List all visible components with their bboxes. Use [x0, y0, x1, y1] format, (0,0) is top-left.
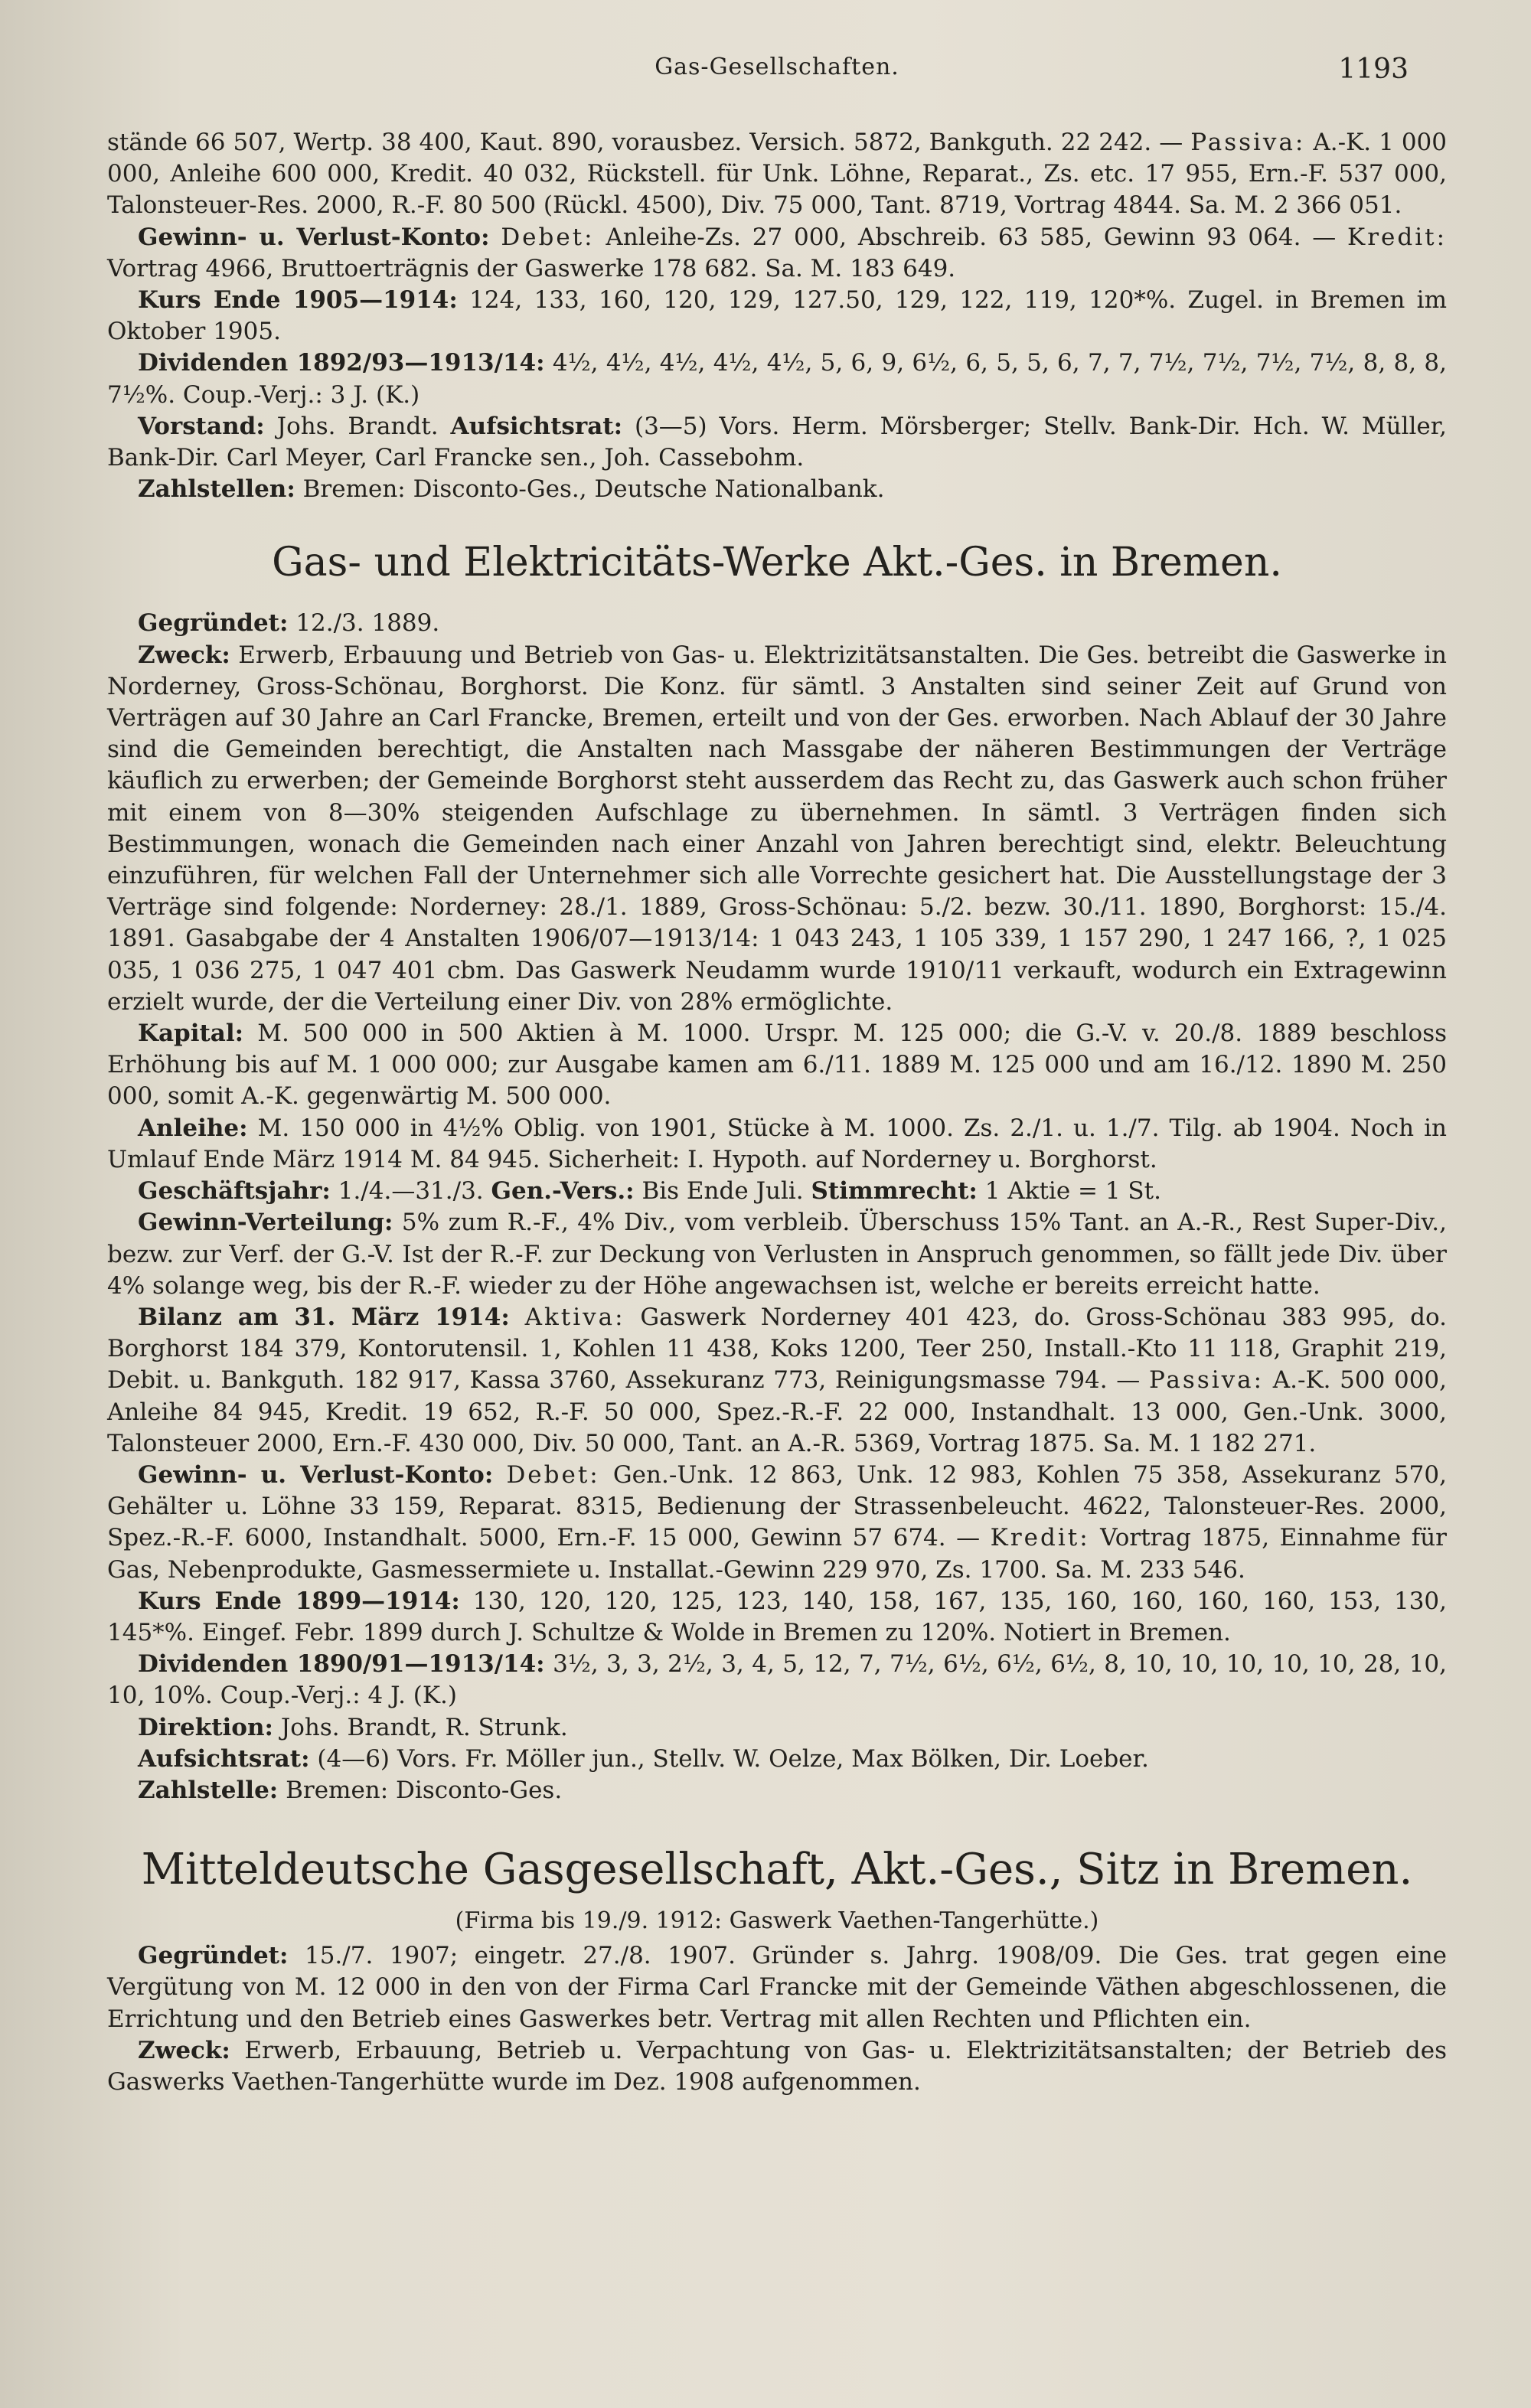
gegruendet-label: Gegründet:: [138, 609, 289, 638]
verteilung-paragraph: [107, 1207, 1447, 1302]
aufsichtsrat-label: Aufsichtsrat:: [138, 1744, 310, 1773]
gegruendet-paragraph: [107, 1940, 1447, 2035]
vorstand-text: Johs. Brandt.: [276, 412, 439, 440]
gegruendet-text: 12./3. 1889.: [295, 609, 440, 638]
zweck-text: Erwerb, Erbauung und Betrieb von Gas- u. Elektrizitätsanstalten. Die Ges. betreibt die Gaswerke in Norderney, Gross-Schönau, Borghorst. Die Konz. für sämtl. 3 Anstalten sind seiner Zeit auf Grund von Verträgen auf 30 Jahre an Carl Francke, Bremen, erteilt und von der Ges. erworben. Nach Ablauf der 30 Jahre sind die Gemeinden berechtigt, die Anstalten nach Massgabe der näheren Bestimmungen der Verträge käuflich zu erwerben; der Gemeinde Borghorst steht ausserdem das Recht zu, das Gaswerk auch schon früher mit einem von 8—30% steigenden Aufschlage zu übernehmen. In sämtl. 3 Verträgen finden sich Bestimmungen, wonach die Gemeinden nach einer Anzahl von Jahren berechtigt sind, elektr. Beleuchtung einzuführen, für welchen Fall der Unternehmer sich alle Vorrechte gesichert hat. Die Ausstellungstage der 3 Verträge sind folgende: Norderney: 28./1. 1889, Gross-Schönau: 5./2. bezw. 30./11. 1890, Borghorst: 15./4. 1891. Gasabgabe der 4 Anstalten 1906/07—1913/14: 1 043 243, 1 105 339, 1 157 290, 1 247 166, ?, 1 025 035, 1 036 275, 1 047 401 cbm. Das Gaswerk Neudamm wurde 1910/11 verkauft, wodurch ein Extragewinn erzielt wurde, der die Verteilung einer Div. von 28% ermöglichte.: [107, 641, 1447, 1016]
profit-loss-label: Gewinn- u. Verlust-Konto:: [138, 223, 490, 251]
zweck-label: Zweck:: [138, 641, 230, 669]
zahlstellen-label: Zahlstellen:: [138, 475, 295, 504]
geschaeftsjahr-paragraph: [107, 1176, 1447, 1207]
anleihe-paragraph: [107, 1113, 1447, 1176]
kurs-text: 130, 120, 120, 125, 123, 140, 158, 167, 135, 160, 160, 160, 160, 153, 130, 145*%. Eingef. Febr. 1899 durch J. Schultze & Wolde in Bremen zu 120%. Notiert in Bremen.: [107, 1587, 1447, 1646]
kurs-paragraph: [107, 1586, 1447, 1649]
kredit-label: Kredit:: [990, 1524, 1090, 1552]
zweck-text: Erwerb, Erbauung, Betrieb u. Verpachtung von Gas- u. Elektrizitätsanstalten; der Betrieb des Gaswerks Vaethen-Tangerhütte wurde im Dez. 1908 aufgenommen.: [107, 2036, 1447, 2096]
kapital-text: M. 500 000 in 500 Aktien à M. 1000. Urspr. M. 125 000; die G.-V. v. 20./8. 1889 beschloss Erhöhung bis auf M. 1 000 000; zur Ausgabe kamen am 6./11. 1889 M. 125 000 und am 16./12. 1890 M. 250 000, somit A.-K. gegenwärtig M. 500 000.: [107, 1020, 1448, 1111]
profit-loss-paragraph: [107, 222, 1447, 285]
zahlstelle-paragraph: [107, 1775, 1447, 1806]
zweck-paragraph: [107, 640, 1447, 1018]
continuation-paragraph: [107, 127, 1447, 222]
gegruendet-text: 15./7. 1907; eingetr. 27./8. 1907. Gründer s. Jahrg. 1908/09. Die Ges. trat gegen eine Vergütung von M. 12 000 in den von der Firma Carl Francke mit der Gemeinde Väthen abgeschlossenen, die Errichtung und den Betrieb eines Gaswerkes betr. Vertrag mit allen Rechten und Pflichten ein.: [107, 1942, 1448, 2033]
direktion-text: Johs. Brandt, R. Strunk.: [280, 1713, 568, 1741]
dividenden-text: 3½, 3, 3, 2½, 3, 4, 5, 12, 7, 7½, 6½, 6½, 6½, 8, 10, 10, 10, 10, 10, 28, 10, 10, 10%. Coup.-Verj.: 4 J. (K.): [107, 1650, 1447, 1710]
bilanz-label: Bilanz am 31. März 1914:: [138, 1303, 510, 1331]
aufsichtsrat-text: (3—5) Vors. Herm. Mörsberger; Stellv. Bank-Dir. Hch. W. Müller, Bank-Dir. Carl Meyer, Carl Francke sen., Joh. Cassebohm.: [107, 412, 1447, 472]
zweck-paragraph: [107, 2035, 1447, 2098]
direktion-label: Direktion:: [138, 1713, 273, 1741]
anleihe-text: M. 150 000 in 4½% Oblig. von 1901, Stücke à M. 1000. Zs. 2./1. u. 1./7. Tilg. ab 1904. Noch in Umlauf Ende März 1914 M. 84 945. Sicherheit: I. Hypoth. auf Norderney u. Borghorst.: [107, 1114, 1447, 1173]
kurs-text: 124, 133, 160, 120, 129, 127.50, 129, 122, 119, 120*%. Zugel. in Bremen im Oktober 1905.: [107, 286, 1447, 346]
aktiva-label: Aktiva:: [524, 1303, 625, 1331]
passiva-label: Passiva:: [1190, 129, 1306, 156]
vorstand-label: Vorstand:: [138, 412, 265, 440]
guv-paragraph: [107, 1460, 1447, 1586]
zahlstelle-label: Zahlstelle:: [138, 1776, 279, 1804]
bilanz-paragraph: [107, 1302, 1447, 1460]
kapital-label: Kapital:: [138, 1020, 244, 1048]
company-heading-gas-elektricitaet: Gas- und Elektricitäts-Werke Akt.-Ges. in Bremen.: [272, 540, 1282, 586]
kredit-text: Vortrag 1875, Einnahme für Gas, Nebenprodukte, Gasmessermiete u. Installat.-Gewinn 229 970, Zs. 1700. Sa. M. 233 546.: [107, 1524, 1447, 1584]
vorstand-paragraph: [107, 411, 1447, 474]
page-number: 1193: [1338, 54, 1409, 85]
dividenden-text: 4½, 4½, 4½, 4½, 4½, 5, 6, 9, 6½, 6, 5, 5, 6, 7, 7, 7½, 7½, 7½, 7½, 8, 8, 8, 7½%. Coup.-Verj.: 3 J. (K.): [107, 349, 1447, 409]
dividenden-paragraph: [107, 1649, 1447, 1711]
aufsichtsrat-label: Aufsichtsrat:: [450, 412, 623, 440]
dividenden-label: Dividenden 1890/91—1913/14:: [138, 1650, 545, 1679]
stimmrecht-text: 1 Aktie = 1 St.: [984, 1177, 1161, 1206]
debet-label: Debet:: [501, 223, 595, 251]
debet-text: Gen.-Unk. 12 863, Unk. 12 983, Kohlen 75 358, Assekuranz 570, Gehälter u. Löhne 33 159, Reparat. 8315, Bedienung der Strassenbeleucht. 4622, Talonsteuer-Res. 2000, Spez.-R.-F. 6000, Instandhalt. 5000, Ern.-F. 15 000, Gewinn 57 674. —: [107, 1460, 1447, 1552]
zahlstellen-paragraph: [107, 474, 1447, 505]
passiva-label: Passiva:: [1148, 1366, 1265, 1395]
geschaeftsjahr-text: 1./4.—31./3.: [338, 1177, 484, 1206]
anleihe-label: Anleihe:: [138, 1114, 248, 1142]
zweck-label: Zweck:: [138, 2036, 230, 2064]
passiva-text: A.-K. 500 000, Anleihe 84 945, Kredit. 19 652, R.-F. 50 000, Spez.-R.-F. 22 000, Instandhalt. 13 000, Gen.-Unk. 3000, Talonsteuer 2000, Ern.-F. 430 000, Div. 50 000, Tant. an A.-R. 5369, Vortrag 1875. Sa. M. 1 182 271.: [107, 1366, 1448, 1457]
company-heading-mitteldeutsche: Mitteldeutsche Gasgesellschaft, Akt.-Ges., Sitz in Bremen.: [141, 1845, 1413, 1895]
gegruendet-paragraph: [107, 608, 1447, 639]
genvers-label: Gen.-Vers.:: [491, 1177, 635, 1206]
company-entry-gas-elektricitaet: [107, 608, 1447, 1806]
stimmrecht-label: Stimmrecht:: [811, 1177, 978, 1206]
kredit-label: Kredit:: [1347, 223, 1448, 251]
kurs-paragraph: [107, 285, 1447, 347]
kredit-text: Vortrag 4966, Bruttoerträgnis der Gaswerke 178 682. Sa. M. 183 649.: [107, 254, 956, 282]
kurs-label: Kurs Ende 1905—1914:: [138, 286, 458, 315]
geschaeftsjahr-label: Geschäftsjahr:: [138, 1177, 331, 1206]
aufsichtsrat-paragraph: [107, 1744, 1447, 1775]
continuation-entry: [107, 127, 1447, 505]
running-title: Gas-Gesellschaften.: [655, 54, 899, 80]
kapital-paragraph: [107, 1018, 1447, 1113]
running-head: [107, 54, 1447, 100]
direktion-paragraph: [107, 1712, 1447, 1744]
aufsichtsrat-text: (4—6) Vors. Fr. Möller jun., Stellv. W. Oelze, Max Bölken, Dir. Loeber.: [317, 1744, 1149, 1773]
dividenden-label: Dividenden 1892/93—1913/14:: [138, 349, 545, 377]
profit-loss-text: Anleihe-Zs. 27 000, Abschreib. 63 585, Gewinn 93 064. —: [606, 223, 1337, 251]
gegruendet-label: Gegründet:: [138, 1942, 289, 1970]
zahlstelle-text: Bremen: Disconto-Ges.: [286, 1776, 563, 1804]
kurs-label: Kurs Ende 1899—1914:: [138, 1587, 460, 1615]
genvers-text: Bis Ende Juli.: [641, 1177, 804, 1206]
company-entry-mitteldeutsche: [107, 1940, 1447, 2098]
zahlstellen-text: Bremen: Disconto-Ges., Deutsche Nationalbank.: [302, 475, 885, 504]
aktiva-text: Gaswerk Norderney 401 423, do. Gross-Schönau 383 995, do. Borghorst 184 379, Kontorutensil. 1, Kohlen 11 438, Koks 1200, Teer 250, Install.-Kto 11 118, Graphit 219, Debit. u. Bankguth. 182 917, Kassa 3760, Assekuranz 773, Reinigungsmasse 794. —: [107, 1303, 1447, 1395]
assets-text: stände 66 507, Wertp. 38 400, Kaut. 890, vorausbez. Versich. 5872, Bankguth. 22 242. —: [107, 129, 1183, 156]
debet-label: Debet:: [506, 1460, 600, 1489]
verteilung-label: Gewinn-Verteilung:: [138, 1209, 393, 1237]
passiva-text: A.-K. 1 000 000, Anleihe 600 000, Kredit. 40 032, Rückstell. für Unk. Löhne, Reparat., Zs. etc. 17 955, Ern.-F. 537 000, Talonsteuer-Res. 2000, R.-F. 80 500 (Rückl. 4500), Div. 75 000, Tant. 8719, Vortrag 4844. Sa. M. 2 366 051.: [107, 129, 1447, 220]
guv-label: Gewinn- u. Verlust-Konto:: [138, 1460, 494, 1489]
company-subtitle: (Firma bis 19./9. 1912: Gaswerk Vaethen-Tangerhütte.): [455, 1907, 1099, 1935]
dividenden-paragraph: [107, 347, 1447, 410]
verteilung-text: 5% zum R.-F., 4% Div., vom verbleib. Überschuss 15% Tant. an A.-R., Rest Super-Div., bezw. zur Verf. der G.-V. Ist der R.-F. zur Deckung von Verlusten in Anspruch genommen, so fällt jede Div. über 4% solange weg, bis der R.-F. wieder zu der Höhe angewachsen ist, welche er bereits erreicht hatte.: [107, 1209, 1447, 1300]
